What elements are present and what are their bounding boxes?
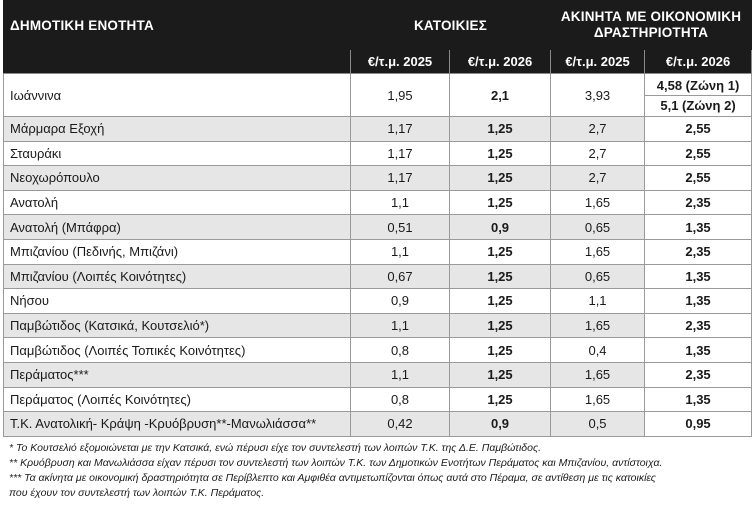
header-area: ΔΗΜΟΤΙΚΗ ΕΝΟΤΗΤΑ bbox=[4, 1, 351, 50]
footnotes bbox=[3, 437, 751, 501]
row-business-2025: 1,1 bbox=[551, 289, 645, 314]
row-business-2026: 0,95 bbox=[645, 412, 752, 437]
row-homes-2025: 1,17 bbox=[351, 166, 450, 191]
row-business-2026: 2,35 bbox=[645, 239, 752, 264]
row-name: Ιωάννινα bbox=[4, 74, 351, 117]
footnote-2: ** Κρυόβρυση και Μανωλιάσσα είχαν πέρυσι τον συντελεστή των λοιπών Τ.Κ. των Δημοτικών Ενοτήτων Περάματος και Μπιζανίου, αντίστοιχα. bbox=[9, 456, 663, 469]
row-business-2025: 3,93 bbox=[551, 74, 645, 117]
footnote-1: * Το Κουτσελιό εξομοιώνεται με την Κατσικά, ενώ πέρυσι είχε τον συντελεστή των λοιπών Τ.Κ. της Δ.Ε. Παμβώτιδος. bbox=[9, 441, 541, 454]
row-homes-2026: 0,9 bbox=[450, 215, 551, 240]
row-homes-2025: 1,1 bbox=[351, 313, 450, 338]
subheader-row bbox=[4, 50, 752, 74]
table-row bbox=[4, 412, 752, 437]
row-name: Μπιζανίου (Λοιπές Κοινότητες) bbox=[4, 264, 351, 289]
row-name: Παμβώτιδος (Κατσικά, Κουτσελιό*) bbox=[4, 313, 351, 338]
row-name: Μπιζανίου (Πεδινής, Μπιζάνι) bbox=[4, 239, 351, 264]
row-homes-2025: 1,1 bbox=[351, 362, 450, 387]
row-homes-2026: 1,25 bbox=[450, 289, 551, 314]
subheader-blank bbox=[4, 50, 351, 74]
subheader-business-2025: €/τ.μ. 2025 bbox=[551, 50, 645, 74]
row-business-2025: 1,65 bbox=[551, 313, 645, 338]
row-homes-2025: 0,8 bbox=[351, 387, 450, 412]
row-name: Περάματος*** bbox=[4, 362, 351, 387]
row-homes-2026: 1,25 bbox=[450, 264, 551, 289]
row-homes-2025: 0,9 bbox=[351, 289, 450, 314]
table-row bbox=[4, 117, 752, 142]
row-business-2025: 0,65 bbox=[551, 215, 645, 240]
row-name: Σταυράκι bbox=[4, 141, 351, 166]
row-homes-2025: 1,95 bbox=[351, 74, 450, 117]
row-business-2026: 2,35 bbox=[645, 362, 752, 387]
row-business-2025: 1,65 bbox=[551, 387, 645, 412]
table-row bbox=[4, 215, 752, 240]
row-homes-2026: 1,25 bbox=[450, 338, 551, 363]
row-name: Ανατολή bbox=[4, 190, 351, 215]
row-homes-2025: 0,8 bbox=[351, 338, 450, 363]
row-homes-2026: 1,25 bbox=[450, 117, 551, 142]
table-row bbox=[4, 338, 752, 363]
row-business-2026: 1,35 bbox=[645, 264, 752, 289]
row-homes-2026: 1,25 bbox=[450, 239, 551, 264]
row-homes-2026: 0,9 bbox=[450, 412, 551, 437]
row-homes-2026: 1,25 bbox=[450, 141, 551, 166]
row-name: Νήσου bbox=[4, 289, 351, 314]
row-business-2026: 2,35 bbox=[645, 313, 752, 338]
row-business-2026: 2,35 bbox=[645, 190, 752, 215]
subheader-homes-2026: €/τ.μ. 2026 bbox=[450, 50, 551, 74]
row-name: Μάρμαρα Εξοχή bbox=[4, 117, 351, 142]
zone-2-value: 5,1 (Ζώνη 2) bbox=[660, 97, 736, 113]
table-row bbox=[4, 313, 752, 338]
row-homes-2025: 1,17 bbox=[351, 117, 450, 142]
row-homes-2025: 1,1 bbox=[351, 239, 450, 264]
table-row bbox=[4, 264, 752, 289]
row-business-2026: 1,35 bbox=[645, 215, 752, 240]
row-name: Ανατολή (Μπάφρα) bbox=[4, 215, 351, 240]
row-homes-2025: 0,42 bbox=[351, 412, 450, 437]
row-business-2025: 1,65 bbox=[551, 190, 645, 215]
table-row bbox=[4, 190, 752, 215]
table-row bbox=[4, 387, 752, 412]
row-business-2026: 2,55 bbox=[645, 141, 752, 166]
row-business-2025: 2,7 bbox=[551, 166, 645, 191]
row-homes-2026: 1,25 bbox=[450, 387, 551, 412]
footnote-3-continued: που έχουν τον συντελεστή των λοιπών Τ.Κ. Περάματος. bbox=[9, 486, 265, 499]
row-name: Παμβώτιδος (Λοιπές Τοπικές Κοινότητες) bbox=[4, 338, 351, 363]
table-row bbox=[4, 166, 752, 191]
row-homes-2025: 0,67 bbox=[351, 264, 450, 289]
row-homes-2026: 2,1 bbox=[450, 74, 551, 117]
row-business-2025: 2,7 bbox=[551, 117, 645, 142]
rates-table bbox=[3, 0, 752, 437]
zone-1-value: 4,58 (Ζώνη 1) bbox=[645, 76, 751, 96]
row-homes-2026: 1,25 bbox=[450, 313, 551, 338]
subheader-business-2026: €/τ.μ. 2026 bbox=[645, 50, 752, 74]
row-business-2026: 2,55 bbox=[645, 117, 752, 142]
header-business: ΑΚΙΝΗΤΑ ΜΕ ΟΙΚΟΝΟΜΙΚΗ ΔΡΑΣΤΗΡΙΟΤΗΤΑ bbox=[551, 1, 752, 50]
row-business-2025: 1,65 bbox=[551, 362, 645, 387]
row-business-2025: 0,4 bbox=[551, 338, 645, 363]
header-homes: ΚΑΤΟΙΚΙΕΣ bbox=[351, 1, 551, 50]
row-business-2025: 2,7 bbox=[551, 141, 645, 166]
table-row bbox=[4, 141, 752, 166]
row-name: Περάματος (Λοιπές Κοινότητες) bbox=[4, 387, 351, 412]
row-business-2025: 0,5 bbox=[551, 412, 645, 437]
row-business-2026: 1,35 bbox=[645, 387, 752, 412]
table-row-ioannina bbox=[4, 74, 752, 117]
row-homes-2025: 1,17 bbox=[351, 141, 450, 166]
row-business-2025: 0,65 bbox=[551, 264, 645, 289]
row-homes-2026: 1,25 bbox=[450, 362, 551, 387]
row-homes-2025: 0,51 bbox=[351, 215, 450, 240]
table-row bbox=[4, 289, 752, 314]
row-name: Νεοχωρόπουλο bbox=[4, 166, 351, 191]
row-name: Τ.Κ. Ανατολική- Κράψη -Κρυόβρυση**-Μανωλιάσσα** bbox=[4, 412, 351, 437]
row-business-2026-zones bbox=[645, 74, 752, 117]
row-business-2026: 1,35 bbox=[645, 338, 752, 363]
table-row bbox=[4, 239, 752, 264]
row-business-2025: 1,65 bbox=[551, 239, 645, 264]
footnote-3: *** Τα ακίνητα με οικονομική δραστηριότητα σε Περίβλεπτο και Αμφιθέα αντιμετωπίζονται όπως αυτά στο Πέραμα, σε αντίθεση με τις κατοικίες bbox=[9, 471, 656, 484]
row-business-2026: 2,55 bbox=[645, 166, 752, 191]
row-homes-2026: 1,25 bbox=[450, 190, 551, 215]
row-homes-2025: 1,1 bbox=[351, 190, 450, 215]
row-homes-2026: 1,25 bbox=[450, 166, 551, 191]
subheader-homes-2025: €/τ.μ. 2025 bbox=[351, 50, 450, 74]
table-row bbox=[4, 362, 752, 387]
rates-table-container bbox=[3, 0, 751, 501]
header-row bbox=[4, 1, 752, 50]
row-business-2026: 1,35 bbox=[645, 289, 752, 314]
